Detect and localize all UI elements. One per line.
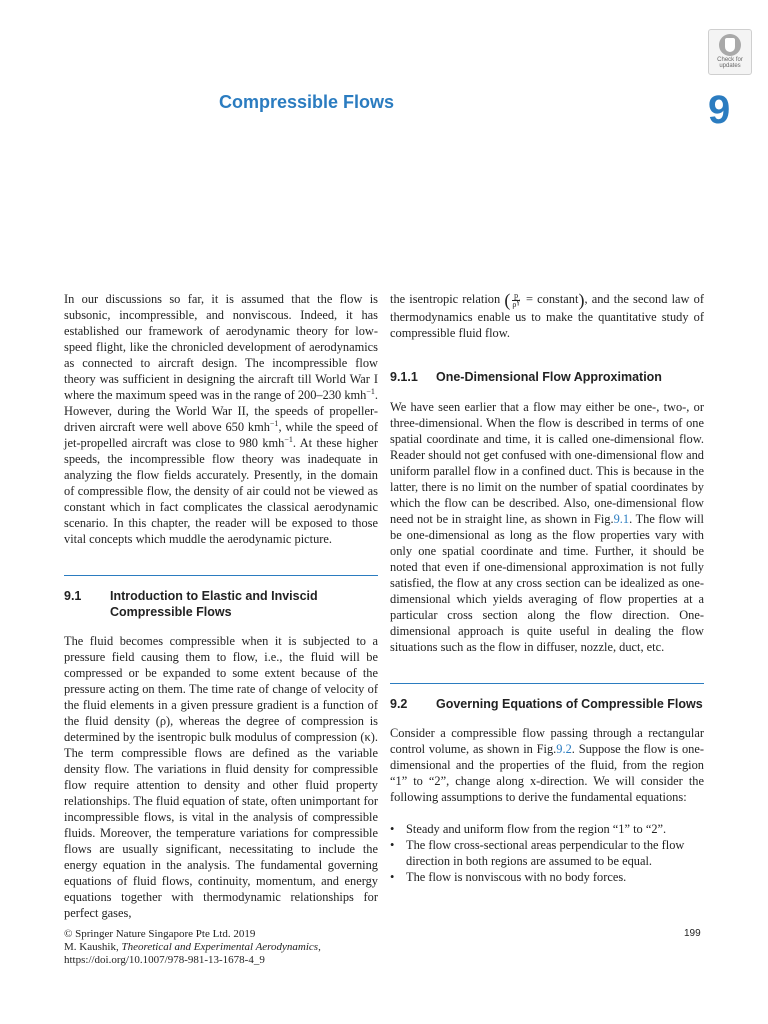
badge-line-2: updates <box>719 63 741 69</box>
subsection-9-1-1-paragraph: We have seen earlier that a flow may either be one-, two-, or three-dimensional. When the flow is described in terms of one spatial coordinate and time, it is called one-dimensional flow. Reader should not get confused with one-dimensional flow and uniform parallel flow in a confined duct. This is because in the latter, there is no limit on the number of spatial coordinates by which the flow can be described. Also, one-dimensional flow need not be in straight line, as shown in Fig.9.1. The flow will be one-dimensional as long as the flow properties vary with only one spatial coordinate and time. Further, it should be noted that even if one-dimensional approximation is not fully satisfied, the flow at any cross section can be idealized as one-dimensional which yields averaging of flow properties at a particular cross section along the flow direction. One-dimensional approach is quite useful in dealing the flow situations such as the flow in diffuser, nozzle, duct, etc. <box>390 399 704 654</box>
intro-paragraph: In our discussions so far, it is assumed that the flow is subsonic, incompressible, and nonviscous. Indeed, it has established our framework of aerodynamic theory for low-speed flight, like the chronicled development of aerodynamics as connected to aircraft design. The incompressible flow theory was sufficient in designing the aircraft till World War I where the maximum speed was in the range of 200–230 kmh$^{-1}$. However, during the World War II, the speeds of propeller-driven aircraft were well above 650 kmh$^{-1}$, while the speed of jet-propelled aircraft was close to 980 kmh$^{-1}$. At these higher speeds, the incompressible flow theory was inadequate in analyzing the flow fields accurately. Presently, in the domain of compressible flow, the density of air could not be viewed as constant which in fact complicates the classical aerodynamic scenario. In this chapter, the reader will be exposed to those vital concepts which muddle the aerodynamic picture. <box>64 292 378 546</box>
badge-line-1: Check for <box>717 57 743 63</box>
doi-link[interactable]: https://doi.org/10.1007/978-981-13-1678-4_9 <box>64 954 265 966</box>
section-9-2-paragraph: Consider a compressible flow passing through a rectangular control volume, as shown in Fig.9.2. Suppose the flow is one-dimensional and the properties of the fluid, from the region “1” to “2”, change along x-direction. We will consider the following assumptions to derive the fundamental equations: <box>390 725 704 804</box>
bookmark-icon <box>719 34 741 56</box>
right-column <box>390 291 704 885</box>
author-line: M. Kaushik, Theoretical and Experimental Aerodynamics, <box>64 941 321 953</box>
left-column <box>64 291 378 921</box>
continuation-paragraph: the isentropic relation ( $\frac{p}{\rho^\gamma}$ = constant), and the second law of thermodynamics enable us to make the quantitative study of compressible fluid flow. <box>390 290 704 340</box>
figure-9-2-link[interactable]: 9.2 <box>556 741 572 756</box>
page-number: 199 <box>684 928 701 939</box>
section-title: Introduction to Elastic and Inviscid Compressible Flows <box>110 589 318 619</box>
section-title: Governing Equations of Compressible Flows <box>436 696 703 711</box>
footer-citation <box>64 928 321 967</box>
section-number: 9.2 <box>390 696 408 711</box>
section-9-2-heading <box>390 683 704 712</box>
chapter-title: Compressible Flows <box>219 92 395 112</box>
copyright-line: © Springer Nature Singapore Pte Ltd. 2019 <box>64 928 256 940</box>
figure-9-1-link[interactable]: 9.1 <box>613 511 630 526</box>
section-9-1-paragraph: The fluid becomes compressible when it is subjected to a pressure field causing them to flow, i.e., the fluid will be compressed or be expanded to some extent because of the pressure acting on them. The time rate of change of velocity of the fluid elements in a given pressure gradient is a function of the fluid density (ρ), whereas the degree of compression is determined by the isentropic bulk modulus of compression (κ). The term compressible flows are defined as the variable density flow. The variations in fluid density for compressible flow require attention to density and other fluid property relationships. The fluid equation of state, often unimportant for incompressible flows, is vital in the analysis of compressible fluids. Moreover, the temperature variations for compressible flows are usually significant, necessitating to include the energy equation in the analysis. The fundamental governing equations of fluid flows, continuity, momentum, and energy equations together with thermodynamic relationships for perfect gases, <box>64 634 378 920</box>
chapter-number: 9 <box>708 88 731 132</box>
isentropic-fraction: $\frac{p}{\rho^\gamma}$ <box>512 290 520 309</box>
list-item: • The flow cross-sectional areas perpendicular to the flow direction in both regions are assumed to be equal. <box>390 837 704 869</box>
assumptions-list <box>390 821 704 885</box>
section-9-1-heading <box>64 575 378 620</box>
check-for-updates-badge[interactable] <box>708 29 752 75</box>
section-number: 9.1 <box>64 589 82 603</box>
list-item: • Steady and uniform flow from the region “1” to “2”. <box>390 821 704 837</box>
list-item: • The flow is nonviscous with no body forces. <box>390 869 704 885</box>
subsection-9-1-1-heading: 9.1.1 One-Dimensional Flow Approximation <box>390 369 662 384</box>
